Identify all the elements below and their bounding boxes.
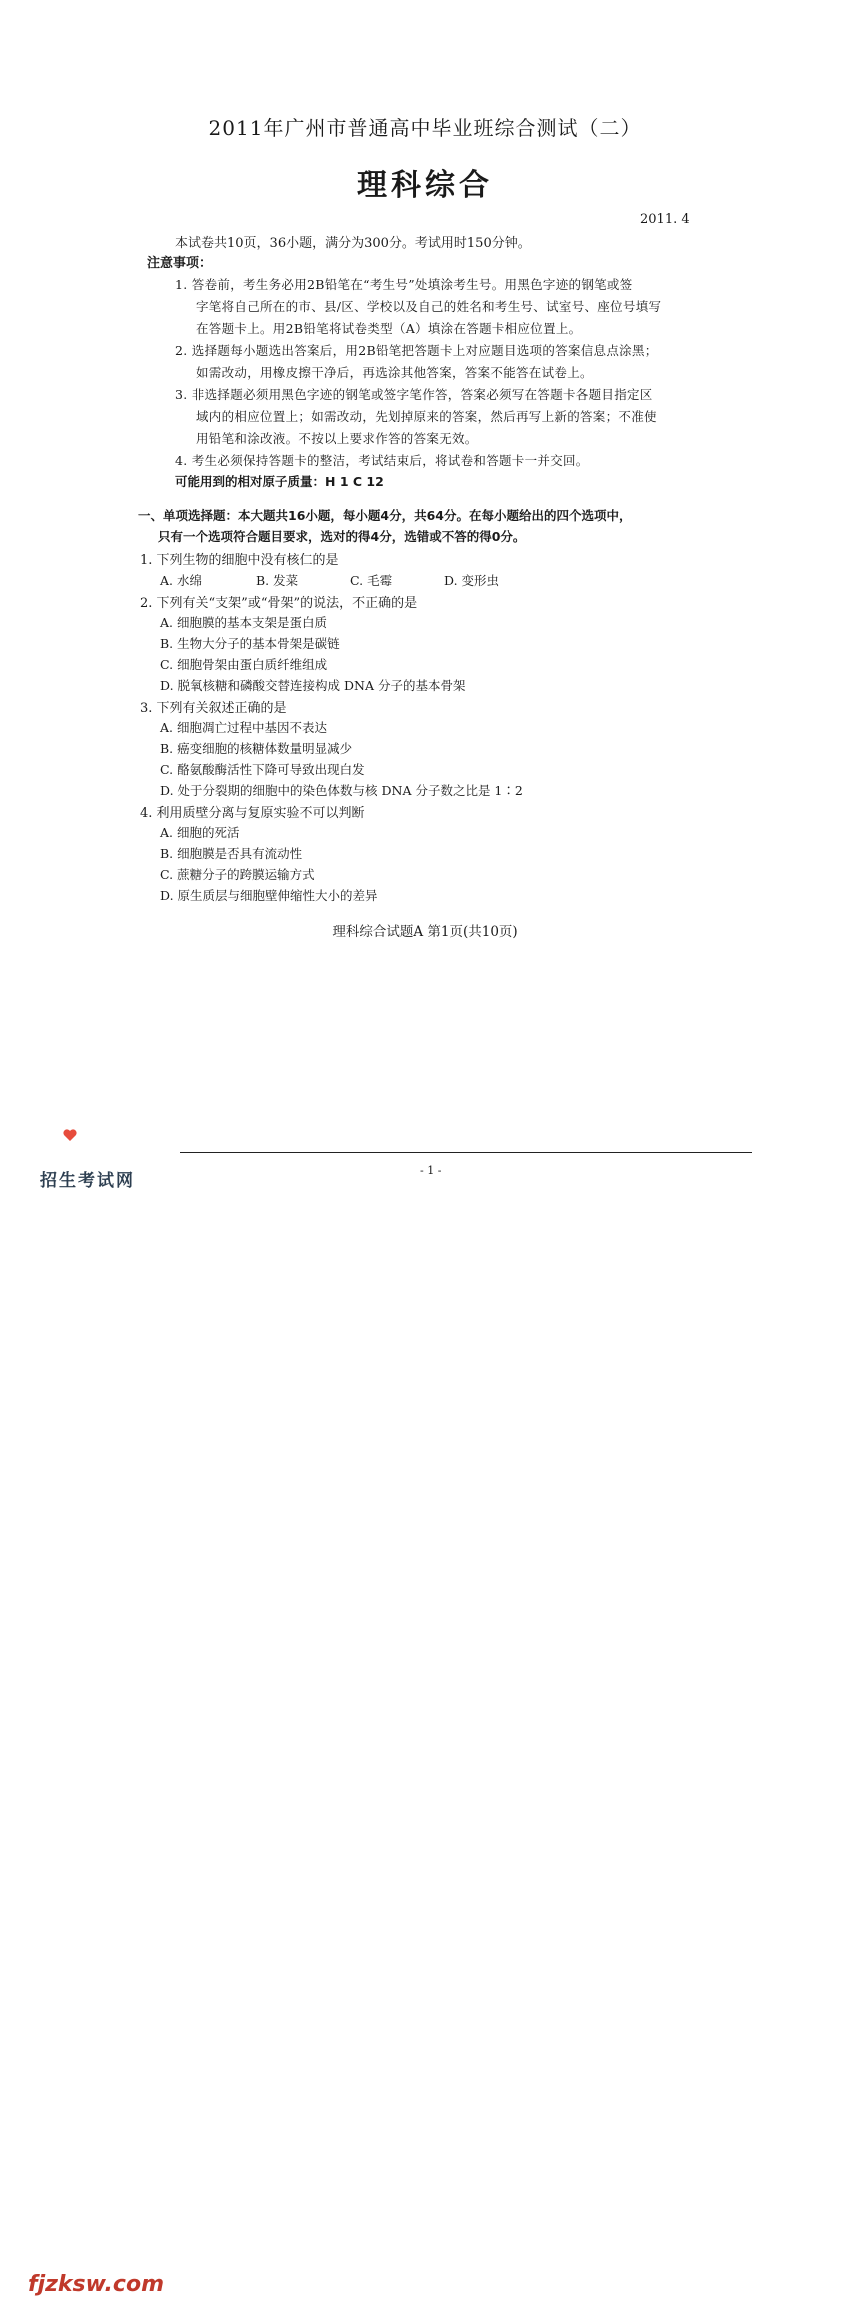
notice-line: 1. 答卷前，考生务必用2B铅笔在“考生号”处填涂考生号。用黑色字迹的钢笔或签 xyxy=(175,277,633,292)
notice-line: 字笔将自己所在的市、县/区、学校以及自己的姓名和考生号、试室号、座位号填写 xyxy=(196,299,662,314)
page-footer: 理科综合试题A 第1页(共10页) xyxy=(332,924,518,940)
intro-text: 本试卷共10页，36小题，满分为300分。考试用时150分钟。 xyxy=(175,236,531,251)
page-number: - 1 - xyxy=(420,1164,442,1177)
notice-line: 3. 非选择题必须用黑色字迹的钢笔或签字笔作答，答案必须写在答题卡各题目指定区 xyxy=(175,387,653,402)
question-stem: 2. 下列有关“支架”或“骨架”的说法，不正确的是 xyxy=(140,596,418,611)
option: A. 水绵 xyxy=(160,573,202,588)
option: B. 发菜 xyxy=(256,573,299,588)
section-heading-cont: 只有一个选项符合题目要求，选对的得4分，选错或不答的得0分。 xyxy=(158,529,526,544)
notice-line: 2. 选择题每小题选出答案后，用2B铅笔把答题卡上对应题目选项的答案信息点涂黑； xyxy=(175,343,658,358)
option: B. 癌变细胞的核糖体数量明显减少 xyxy=(160,741,353,756)
atomic-mass: 可能用到的相对原子质量：H 1 C 12 xyxy=(175,474,384,489)
exam-date: 2011. 4 xyxy=(640,212,690,227)
notice-line: 在答题卡上。用2B铅笔将试卷类型（A）填涂在答题卡相应位置上。 xyxy=(196,321,582,336)
exam-title: 2011年广州市普通高中毕业班综合测试（二） xyxy=(208,116,642,140)
heart-icon xyxy=(62,1128,78,1142)
notice-heading: 注意事项： xyxy=(147,256,213,271)
option: A. 细胞的死活 xyxy=(160,825,240,840)
option: B. 生物大分子的基本骨架是碳链 xyxy=(160,636,340,651)
option: C. 蔗糖分子的跨膜运输方式 xyxy=(160,867,315,882)
option: C. 酪氨酸酶活性下降可导致出现白发 xyxy=(160,762,365,777)
option: D. 脱氧核糖和磷酸交替连接构成 DNA 分子的基本骨架 xyxy=(160,678,466,693)
subject-title: 理科综合 xyxy=(357,168,493,203)
option: C. 毛霉 xyxy=(350,573,393,588)
notice-line: 如需改动，用橡皮擦干净后，再选涂其他答案，答案不能答在试卷上。 xyxy=(196,365,593,380)
question-stem: 3. 下列有关叙述正确的是 xyxy=(140,701,287,716)
option: D. 变形虫 xyxy=(444,573,500,588)
question-stem: 1. 下列生物的细胞中没有核仁的是 xyxy=(140,553,339,568)
notice-line: 域内的相应位置上；如需改动，先划掉原来的答案，然后再写上新的答案；不准使 xyxy=(196,409,657,424)
option: A. 细胞凋亡过程中基因不表达 xyxy=(160,720,327,735)
notice-line: 用铅笔和涂改液。不按以上要求作答的答案无效。 xyxy=(196,431,478,446)
option: D. 处于分裂期的细胞中的染色体数与核 DNA 分子数之比是 1∶2 xyxy=(160,783,523,798)
question-stem: 4. 利用质壁分离与复原实验不可以判断 xyxy=(140,806,365,821)
watermark-name: 招生考试网 xyxy=(40,1171,135,1191)
bottom-divider xyxy=(180,1152,752,1153)
option: C. 细胞骨架由蛋白质纤维组成 xyxy=(160,657,328,672)
notice-line: 4. 考生必须保持答题卡的整洁，考试结束后，将试卷和答题卡一并交回。 xyxy=(175,453,589,468)
option: D. 原生质层与细胞壁伸缩性大小的差异 xyxy=(160,888,378,903)
option: A. 细胞膜的基本支架是蛋白质 xyxy=(160,615,327,630)
watermark-domain: fjzksw.com xyxy=(28,2272,164,2297)
option: B. 细胞膜是否具有流动性 xyxy=(160,846,303,861)
section-heading: 一、单项选择题：本大题共16小题，每小题4分，共64分。在每小题给出的四个选项中， xyxy=(138,508,632,523)
